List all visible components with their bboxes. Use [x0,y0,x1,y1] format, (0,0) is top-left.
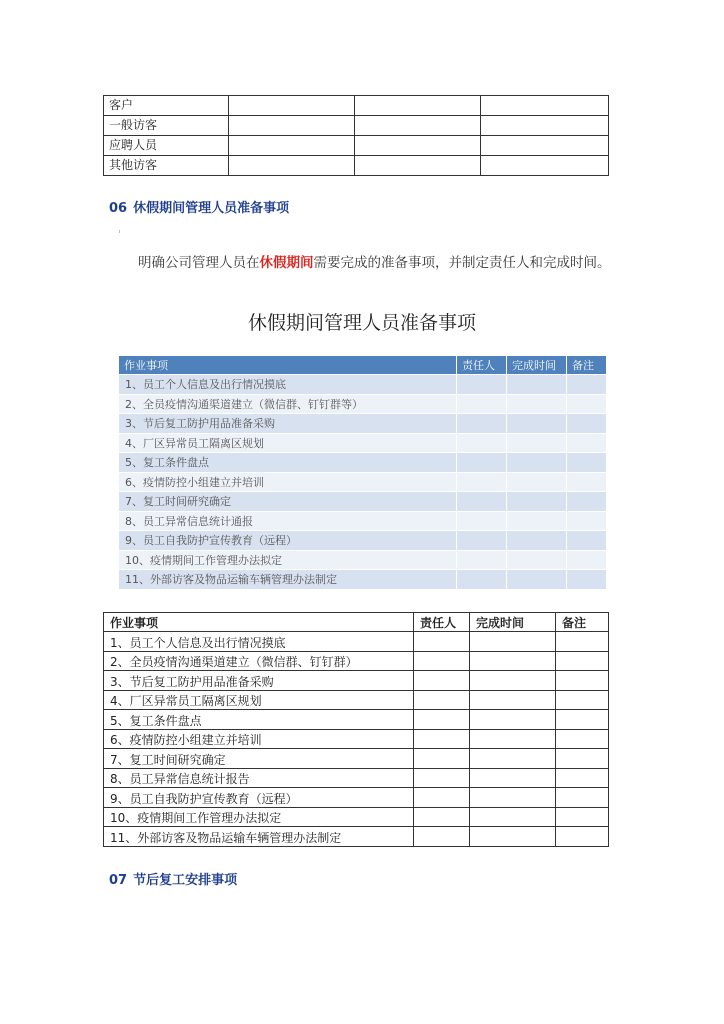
intro-text-tail: 需要完成的准备事项，并制定责任人和完成时间。 [313,255,611,271]
empty-cell [507,472,567,492]
empty-cell [470,768,556,788]
empty-cell [457,492,507,512]
empty-cell [567,375,607,395]
empty-cell [507,453,567,473]
task-row [104,788,609,808]
empty-cell [470,807,556,827]
figure-task-cell: 6、疫情防控小组建立并培训 [119,472,457,492]
task-cell: 11、外部访客及物品运输车辆管理办法制定 [104,827,414,847]
task-cell: 6、疫情防控小组建立并培训 [104,729,414,749]
empty-cell [556,671,609,691]
empty-cell [457,511,507,531]
figure-header-cell: 责任人 [457,356,507,375]
empty-cell [507,550,567,570]
divider-mark [119,230,120,233]
figure-task-cell: 8、员工异常信息统计通报 [119,511,457,531]
figure-task-cell: 11、外部访客及物品运输车辆管理办法制定 [119,570,457,590]
empty-cell [414,768,470,788]
section-07-heading [109,869,237,888]
empty-cell [556,807,609,827]
visitor-row [104,136,609,156]
empty-cell [556,729,609,749]
empty-cell [567,394,607,414]
empty-cell [567,433,607,453]
empty-cell [414,749,470,769]
figure-task-cell: 4、厂区异常员工隔离区规划 [119,433,457,453]
task-row [104,749,609,769]
section-06-heading [109,197,289,216]
figure-row [119,492,607,512]
task-cell: 3、节后复工防护用品准备采购 [104,671,414,691]
task-cell: 9、员工自我防护宣传教育（远程） [104,788,414,808]
task-cell: 1、员工个人信息及出行情况摸底 [104,632,414,652]
empty-cell [556,827,609,847]
empty-cell [507,492,567,512]
empty-cell [355,156,481,176]
empty-cell [457,394,507,414]
empty-cell [556,749,609,769]
visitor-type-cell: 其他访客 [104,156,229,176]
task-cell: 7、复工时间研究确定 [104,749,414,769]
task-cell: 5、复工条件盘点 [104,710,414,730]
figure-row [119,531,607,551]
empty-cell [470,671,556,691]
figure-task-cell: 9、员工自我防护宣传教育（远程） [119,531,457,551]
empty-cell [470,690,556,710]
figure-row [119,472,607,492]
figure-header-cell: 完成时间 [507,356,567,375]
empty-cell [507,511,567,531]
empty-cell [567,453,607,473]
figure-row [119,394,607,414]
task-row [104,690,609,710]
task-header-cell: 作业事项 [104,613,414,632]
empty-cell [229,96,355,116]
task-row [104,710,609,730]
empty-cell [414,710,470,730]
empty-cell [355,96,481,116]
figure-task-cell: 3、节后复工防护用品准备采购 [119,414,457,434]
task-cell: 8、员工异常信息统计报告 [104,768,414,788]
task-header-cell: 完成时间 [470,613,556,632]
empty-cell [567,570,607,590]
empty-cell [470,827,556,847]
empty-cell [414,671,470,691]
task-row [104,807,609,827]
figure-task-cell: 10、疫情期间工作管理办法拟定 [119,550,457,570]
task-cell: 2、全员疫情沟通渠道建立（微信群、钉钉群） [104,651,414,671]
figure-task-cell: 7、复工时间研究确定 [119,492,457,512]
empty-cell [556,788,609,808]
figure-row [119,550,607,570]
empty-cell [457,414,507,434]
empty-cell [414,788,470,808]
empty-cell [457,550,507,570]
task-header-cell: 备注 [556,613,609,632]
empty-cell [507,433,567,453]
empty-cell [567,414,607,434]
preparation-task-table [103,612,609,847]
empty-cell [229,156,355,176]
visitor-type-cell: 一般访客 [104,116,229,136]
empty-cell [567,531,607,551]
empty-cell [507,570,567,590]
empty-cell [556,690,609,710]
empty-cell [470,729,556,749]
figure-task-cell: 5、复工条件盘点 [119,453,457,473]
section-title: 节后复工安排事项 [133,873,238,888]
empty-cell [470,710,556,730]
task-row [104,729,609,749]
figure-row [119,414,607,434]
empty-cell [470,651,556,671]
empty-cell [567,472,607,492]
figure-row [119,453,607,473]
empty-cell [556,651,609,671]
section-number: 07 [109,873,128,888]
figure-row [119,375,607,395]
empty-cell [481,156,609,176]
intro-highlight: 休假期间 [259,255,314,271]
figure-task-cell: 1、员工个人信息及出行情况摸底 [119,375,457,395]
visitor-table [103,95,609,176]
empty-cell [507,531,567,551]
empty-cell [457,570,507,590]
empty-cell [481,96,609,116]
empty-cell [457,453,507,473]
task-row [104,671,609,691]
intro-paragraph [110,253,620,274]
figure-task-cell: 2、全员疫情沟通渠道建立（微信群、钉钉群等） [119,394,457,414]
visitor-type-cell: 应聘人员 [104,136,229,156]
preparation-figure-table [118,355,607,590]
task-row [104,827,609,847]
figure-row [119,570,607,590]
empty-cell [414,632,470,652]
task-row [104,768,609,788]
visitor-row [104,156,609,176]
empty-cell [556,768,609,788]
empty-cell [457,375,507,395]
task-header-cell: 责任人 [414,613,470,632]
figure-title: 休假期间管理人员准备事项 [247,312,476,334]
empty-cell [229,136,355,156]
empty-cell [229,116,355,136]
empty-cell [556,710,609,730]
empty-cell [414,827,470,847]
visitor-type-cell: 客户 [104,96,229,116]
task-row [104,651,609,671]
empty-cell [470,788,556,808]
empty-cell [556,632,609,652]
empty-cell [414,651,470,671]
empty-cell [457,531,507,551]
figure-header-cell: 备注 [567,356,607,375]
visitor-row [104,96,609,116]
section-title: 休假期间管理人员准备事项 [133,201,290,216]
empty-cell [414,729,470,749]
section-number: 06 [109,201,128,216]
empty-cell [481,116,609,136]
intro-text: 明确公司管理人员在 [138,255,260,271]
empty-cell [507,394,567,414]
empty-cell [414,807,470,827]
empty-cell [414,690,470,710]
figure-header-cell: 作业事项 [119,356,457,375]
task-row [104,632,609,652]
empty-cell [457,472,507,492]
empty-cell [481,136,609,156]
figure-row [119,433,607,453]
empty-cell [567,492,607,512]
task-cell: 10、疫情期间工作管理办法拟定 [104,807,414,827]
task-cell: 4、厂区异常员工隔离区规划 [104,690,414,710]
empty-cell [355,116,481,136]
empty-cell [567,511,607,531]
empty-cell [470,632,556,652]
visitor-row [104,116,609,136]
empty-cell [567,550,607,570]
empty-cell [507,375,567,395]
empty-cell [470,749,556,769]
empty-cell [355,136,481,156]
empty-cell [507,414,567,434]
figure-row [119,511,607,531]
empty-cell [457,433,507,453]
